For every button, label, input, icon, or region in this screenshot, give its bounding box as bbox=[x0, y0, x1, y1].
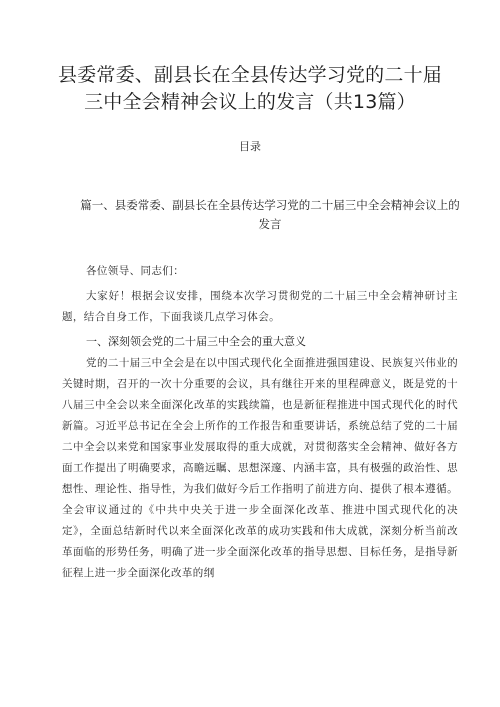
toc-heading: 目录 bbox=[239, 140, 261, 153]
paragraph-one: 党的二十届三中全会是在以中国式现代化全面推进强国建设、民族复兴伟业的关键时期，召开的一次十分重要的会议，具有继往开来的里程碑意义，既是党的十八届三中全会以来全面深化改革的实践续篇，也是新征程推进中国式现代化的时代新篇。习近平总书记在全会上所作的工作报告和重要讲话，系统总结了党的二十届二中全会以来党和国家事业发展取得的重大成就，对贯彻落实全会精神、做好各方面工作提出了明确要求，高瞻远瞩、思想深邃、内涵丰富，具有极强的政治性、思想性、理论性、指导性，为我们做好今后工作指明了前进方向、提供了根本遵循。全会审议通过的《中共中央关于进一步全面深化改革、推进中国式现代化的决定》，全面总结新时代以来全面深化改革的成功实践和伟大成就，深刻分析当前改革面临的形势任务，明确了进一步全面深化改革的指导思想、目标任务，是指导新征程上进一步全面深化改革的纲 bbox=[62, 357, 458, 579]
section-title: 篇一、县委常委、副县长在全县传达学习党的二十届三中全会精神会议上的发言 bbox=[80, 198, 460, 231]
intro-paragraph: 大家好！根据会议安排，围绕本次学习贯彻党的二十届三中全会精神研讨主题，结合自身工作，下面我谈几点学习体会。 bbox=[62, 290, 458, 323]
salutation: 各位领导、同志们： bbox=[86, 265, 185, 277]
heading-one: 一、深刻领会党的二十届三中全会的重大意义 bbox=[86, 335, 306, 348]
document-title: 县委常委、副县长在全县传达学习党的二十届三中全会精神会议上的发言（共13篇） bbox=[57, 64, 442, 113]
